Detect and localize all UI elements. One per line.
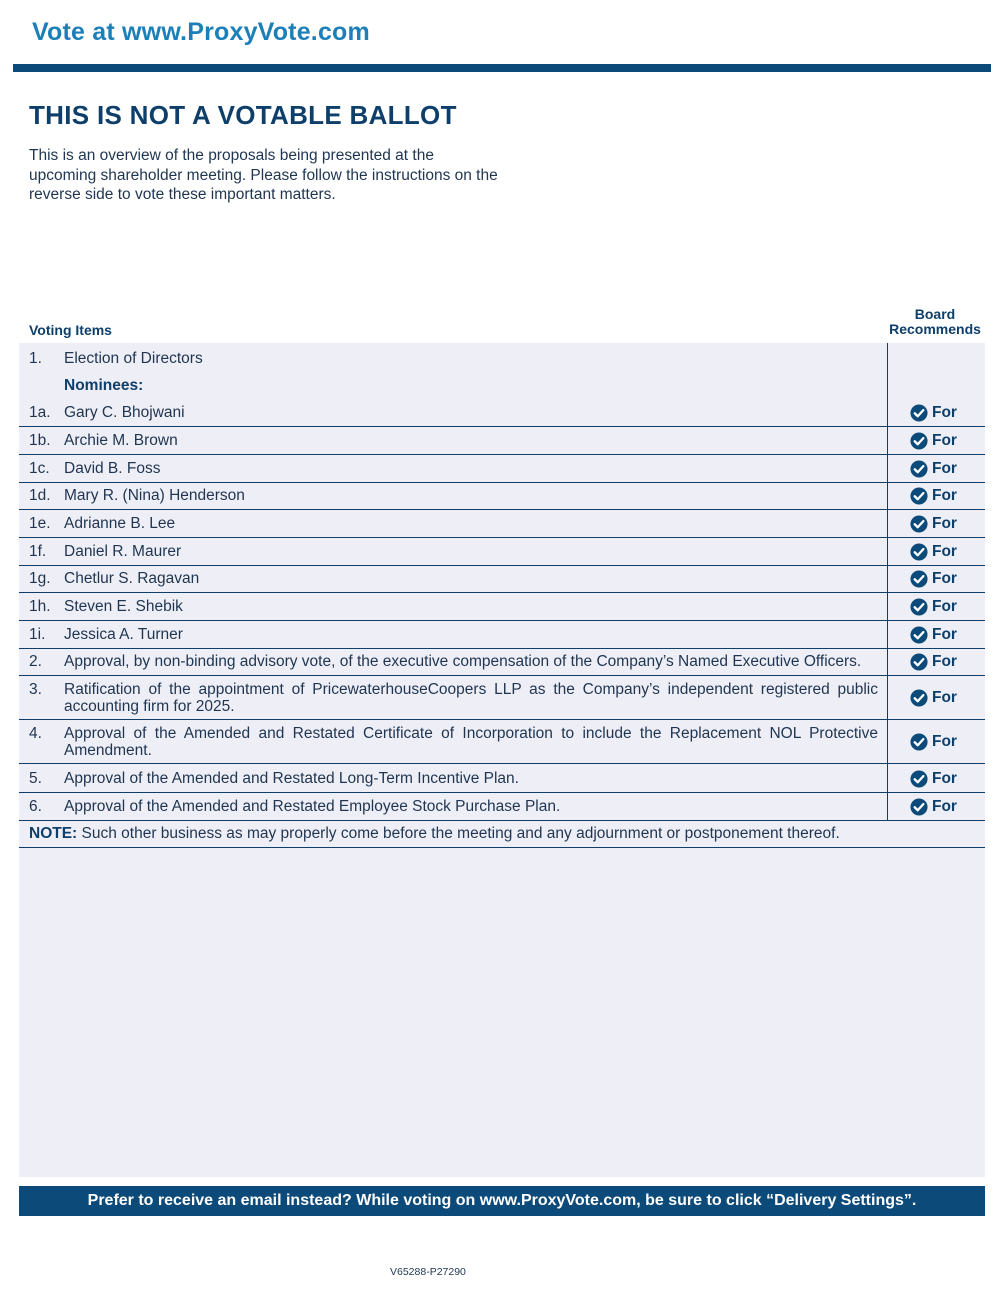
voting-item-row [19, 455, 985, 483]
recommendation-label: For [932, 570, 957, 587]
checkmark-circle-icon [910, 570, 928, 588]
voting-item-number: 4. [29, 725, 42, 742]
voting-item-number: 1c. [29, 460, 50, 477]
header-divider [13, 64, 991, 72]
board-recommendation [910, 514, 970, 534]
checkmark-circle-icon [910, 598, 928, 616]
board-recommendation [910, 732, 970, 752]
page-title: THIS IS NOT A VOTABLE BALLOT [29, 100, 457, 130]
voting-item-row [19, 676, 985, 720]
voting-item-text: Chetlur S. Ragavan [64, 570, 200, 587]
voting-item-row [19, 621, 985, 649]
voting-item-number: 5. [29, 770, 42, 787]
recommendation-label: For [932, 770, 957, 787]
voting-item-row [19, 565, 985, 593]
checkmark-circle-icon [910, 543, 928, 561]
voting-item-row [19, 648, 985, 676]
voting-item-number: 1g. [29, 570, 51, 587]
voting-item-text: Adrianne B. Lee [64, 515, 176, 532]
voting-item-text: Approval of the Amended and Restated Long-Term Incentive Plan. [64, 770, 519, 787]
voting-item-text: Mary R. (Nina) Henderson [64, 487, 245, 504]
delivery-settings-banner [19, 1186, 985, 1216]
voting-item-text: Election of Directors [64, 350, 203, 367]
voting-item-text: Ratification of the appointment of PricewaterhouseCoopers LLP as the Company’s independent registered public accounting firm for 2025. [64, 681, 878, 715]
recommendation-label: For [932, 653, 957, 670]
checkmark-circle-icon [910, 432, 928, 450]
board-recommends-header [886, 307, 984, 337]
voting-item-text: Gary C. Bhojwani [64, 404, 185, 421]
voting-item-row [19, 765, 985, 793]
voting-item-row [19, 427, 985, 455]
voting-item-number: 6. [29, 798, 42, 815]
nominees-label: Nominees: [64, 377, 144, 394]
voting-item-number: 3. [29, 681, 42, 698]
voting-item-row [19, 793, 985, 821]
recommendation-label: For [932, 487, 957, 504]
note-label: NOTE: [29, 825, 78, 842]
note-body: Such other business as may properly come before the meeting and any adjournment or postponement thereof. [77, 825, 840, 842]
recommendation-label: For [932, 432, 957, 449]
recommendation-label: For [932, 798, 957, 815]
note-text [29, 825, 840, 843]
voting-item-text: Steven E. Shebik [64, 598, 183, 615]
voting-item-row [19, 538, 985, 566]
checkmark-circle-icon [910, 770, 928, 788]
voting-items-header: Voting Items [29, 322, 112, 338]
checkmark-circle-icon [910, 733, 928, 751]
board-recommendation [910, 459, 970, 479]
voting-item-text: Approval of the Amended and Restated Employee Stock Purchase Plan. [64, 798, 561, 815]
recommendation-label: For [932, 598, 957, 615]
checkmark-circle-icon [910, 626, 928, 644]
voting-item-number: 1h. [29, 598, 51, 615]
recommendation-label: For [932, 460, 957, 477]
voting-item-number: 1d. [29, 487, 51, 504]
checkmark-circle-icon [910, 515, 928, 533]
voting-item-text: Approval, by non-binding advisory vote, of the executive compensation of the Company’s Named Executive Officers. [64, 653, 862, 670]
note-row [19, 820, 985, 848]
recommendation-label: For [932, 515, 957, 532]
voting-item-number: 1e. [29, 515, 51, 532]
voting-item-text: Daniel R. Maurer [64, 543, 182, 560]
voting-item-text: Jessica A. Turner [64, 626, 183, 643]
recommendation-label: For [932, 626, 957, 643]
voting-item-number: 1f. [29, 543, 47, 560]
board-recommends-line1: Board [914, 306, 956, 322]
voting-item-row [19, 593, 985, 621]
checkmark-circle-icon [910, 404, 928, 422]
intro-text: This is an overview of the proposals being presented at the upcoming shareholder meeting. Please follow the instructions on the reverse side to vote these important matters. [29, 147, 498, 203]
board-recommendation [910, 403, 970, 423]
board-recommendation [910, 486, 970, 506]
board-recommendation [910, 769, 970, 789]
voting-item-text: Approval of the Amended and Restated Certificate of Incorporation to include the Replacement NOL Protective Amendment. [64, 725, 878, 759]
recommendation-label: For [932, 543, 957, 560]
document-code: V65288-P27290 [390, 1266, 466, 1278]
voting-item-row [19, 345, 985, 372]
board-recommendation [910, 688, 970, 708]
proxyvote-header-link[interactable]: Vote at www.ProxyVote.com [32, 18, 370, 46]
checkmark-circle-icon [910, 460, 928, 478]
board-recommendation [910, 542, 970, 562]
voting-item-number: 1i. [29, 626, 46, 643]
board-recommendation [910, 569, 970, 589]
voting-item-row [19, 482, 985, 510]
recommendation-label: For [932, 404, 957, 421]
voting-item-text: Archie M. Brown [64, 432, 178, 449]
board-recommendation [910, 797, 970, 817]
checkmark-circle-icon [910, 798, 928, 816]
voting-item-number: 2. [29, 653, 42, 670]
voting-item-text: David B. Foss [64, 460, 161, 477]
voting-item-row [19, 720, 985, 764]
board-recommends-line2: Recommends [889, 321, 981, 337]
voting-item-number: 1a. [29, 404, 51, 421]
checkmark-circle-icon [910, 487, 928, 505]
voting-item-row [19, 399, 985, 427]
voting-item-number: 1. [29, 350, 42, 367]
delivery-settings-text: Prefer to receive an email instead? While voting on www.ProxyVote.com, be sure to click “Delivery Settings”. [87, 1192, 917, 1209]
board-recommendation [910, 597, 970, 617]
checkmark-circle-icon [910, 689, 928, 707]
board-recommendation [910, 652, 970, 672]
voting-item-number: 1b. [29, 432, 51, 449]
recommendation-label: For [932, 689, 957, 706]
board-recommendation [910, 431, 970, 451]
board-recommendation [910, 625, 970, 645]
recommendation-label: For [932, 733, 957, 750]
checkmark-circle-icon [910, 653, 928, 671]
voting-item-row [19, 372, 985, 399]
voting-item-row [19, 510, 985, 538]
